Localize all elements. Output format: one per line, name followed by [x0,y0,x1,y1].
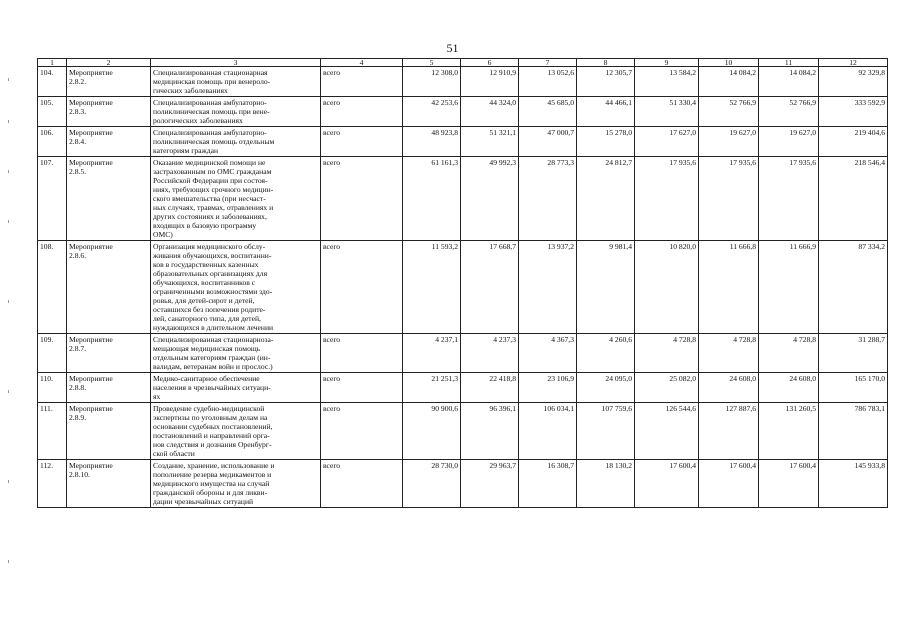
value-cell-col-11: 19 627,0 [759,127,819,157]
table-row [38,127,888,157]
value-cell-col-5: 12 308,0 [403,67,461,97]
activity-code-line: Мероприятие [69,242,113,251]
activity-description-line: Создание, хранение, использование и [153,461,275,470]
funding-source: всего [321,334,403,373]
activity-description-line: поликлиническая помощь отдельным [153,137,275,146]
activity-description-line: основании судебных постановлений, [153,422,273,431]
value-cell-col-11: 52 766,9 [759,97,819,127]
table-row [38,241,888,334]
activity-description-line: рологических заболеваниях [153,116,243,125]
column-number-6: 6 [461,59,519,67]
activity-description-line: ского вмешательства (при несчаст- [153,194,266,203]
activity-code-line: Мероприятие [69,98,113,107]
activity-description-line: других состояниях и заболеваниях, [153,212,267,221]
activity-description-line: ниях, требующих срочного медицин- [153,185,274,194]
value-cell-col-9: 13 584,2 [635,67,699,97]
activity-description-line: Специализированная амбулаторно- [153,128,267,137]
value-cell-col-11: 24 608,0 [759,373,819,403]
activity-code-line: Мероприятие [69,68,113,77]
activity-code [67,67,151,97]
funding-source: всего [321,373,403,403]
value-cell-col-7: 16 308,7 [519,460,577,508]
activity-description-line: гических заболеваниях [153,86,228,95]
activity-description-line: Организация медицинского обслу- [153,242,266,251]
value-cell-col-12: 92 329,8 [819,67,888,97]
value-cell-col-7: 45 685,0 [519,97,577,127]
activity-code [67,97,151,127]
value-cell-col-11: 17 600,4 [759,460,819,508]
table-row [38,334,888,373]
value-cell-col-10: 19 627,0 [699,127,759,157]
value-cell-col-11: 131 260,5 [759,403,819,460]
activity-description-line: Проведение судебно-медицинской [153,404,265,413]
activity-description-line: ных случаях, травмах, отравлениях и [153,203,274,212]
activity-description-line: экспертизы по уголовным делам на [153,413,268,422]
column-number-1: 1 [38,59,67,67]
activity-description-line: Специализированная амбулаторно- [153,98,267,107]
value-cell-col-10: 127 887,6 [699,403,759,460]
activity-description-line: гражданской обороны и для ликви- [153,488,268,497]
column-number-2: 2 [67,59,151,67]
activity-description-line: медицинская помощь при венероло- [153,77,271,86]
value-cell-col-12: 333 592,9 [819,97,888,127]
column-number-row [38,59,888,67]
value-cell-col-10: 4 728,8 [699,334,759,373]
row-number: 109. [38,334,67,373]
activity-code-line: Мероприятие [69,374,113,383]
value-cell-col-6: 29 963,7 [461,460,519,508]
activity-description-line: постановлений и направлений орга- [153,431,270,440]
activity-code-line: 2.8.8. [69,383,87,392]
value-cell-col-7: 28 773,3 [519,157,577,241]
activity-code-line: 2.8.10. [69,470,90,479]
value-cell-col-7: 23 106,9 [519,373,577,403]
page-number: 51 [446,41,459,55]
activity-code-line: Мероприятие [69,158,113,167]
activity-description-line: медицинского имущества на случай [153,479,270,488]
activity-description-line: Оказание медицинской помощи не [153,158,266,167]
activity-description [151,97,321,127]
value-cell-col-7: 106 034,1 [519,403,577,460]
value-cell-col-5: 42 253,6 [403,97,461,127]
value-cell-col-8: 18 130,2 [577,460,635,508]
column-number-9: 9 [635,59,699,67]
value-cell-col-7: 47 000,7 [519,127,577,157]
value-cell-col-6: 96 396,1 [461,403,519,460]
activity-description-line: Российской Федерации при состоя- [153,176,268,185]
activity-description-line: населения в чрезвычайных ситуаци- [153,383,271,392]
value-cell-col-11: 4 728,8 [759,334,819,373]
binding-margin-marks [8,60,11,620]
value-cell-col-5: 21 251,3 [403,373,461,403]
activity-code [67,403,151,460]
value-cell-col-12: 165 170,0 [819,373,888,403]
column-number-7: 7 [519,59,577,67]
activity-description-line: дации чрезвычайных ситуаций [153,497,254,506]
activity-description-line: Специализированная стационарная [153,68,268,77]
value-cell-col-9: 10 820,0 [635,241,699,334]
row-number: 106. [38,127,67,157]
value-cell-col-12: 145 933,8 [819,460,888,508]
table-row [38,157,888,241]
column-number-8: 8 [577,59,635,67]
table-row [38,97,888,127]
funding-source: всего [321,241,403,334]
value-cell-col-12: 219 404,6 [819,127,888,157]
value-cell-col-5: 28 730,0 [403,460,461,508]
activity-description-line: лей, санаторного типа, для детей, [153,314,261,323]
funding-source: всего [321,67,403,97]
activity-description-line: мещающая медицинская помощь [153,344,261,353]
activity-description-line: застрахованным по ОМС гражданам [153,167,272,176]
value-cell-col-12: 218 546,4 [819,157,888,241]
value-cell-col-9: 17 627,0 [635,127,699,157]
activity-description [151,373,321,403]
value-cell-col-9: 17 935,6 [635,157,699,241]
row-number: 112. [38,460,67,508]
activity-description [151,157,321,241]
table-row [38,373,888,403]
activity-code-line: Мероприятие [69,461,113,470]
value-cell-col-10: 24 608,0 [699,373,759,403]
table-header [38,59,888,67]
activity-description-line: пополнение резерва медикаментов и [153,470,272,479]
value-cell-col-11: 11 666,9 [759,241,819,334]
activity-description-line: отдельным категориям граждан (ин- [153,353,271,362]
value-cell-col-10: 52 766,9 [699,97,759,127]
value-cell-col-6: 4 237,3 [461,334,519,373]
value-cell-col-9: 126 544,6 [635,403,699,460]
activity-code-line: 2.8.2. [69,77,87,86]
activity-description-line: ограниченными возможностями здо- [153,287,273,296]
activity-description-line: Специализированная стационарноза- [153,335,274,344]
row-number: 105. [38,97,67,127]
value-cell-col-10: 17 600,4 [699,460,759,508]
activity-description-line: обучающихся, воспитанников с [153,278,256,287]
activity-code-line: 2.8.7. [69,344,87,353]
value-cell-col-12: 87 334,2 [819,241,888,334]
value-cell-col-8: 24 812,7 [577,157,635,241]
value-cell-col-10: 11 666,8 [699,241,759,334]
activity-description-line: оставшихся без попечения родите- [153,305,266,314]
activity-description-line: ровья, для детей-сирот и детей, [153,296,255,305]
value-cell-col-6: 44 324,0 [461,97,519,127]
funding-source: всего [321,97,403,127]
value-cell-col-6: 51 321,1 [461,127,519,157]
table-row [38,460,888,508]
value-cell-col-6: 12 910,9 [461,67,519,97]
value-cell-col-7: 4 367,3 [519,334,577,373]
activity-code-line: Мероприятие [69,128,113,137]
row-number: 110. [38,373,67,403]
column-number-3: 3 [151,59,321,67]
value-cell-col-8: 9 981,4 [577,241,635,334]
value-cell-col-8: 107 759,6 [577,403,635,460]
activity-description [151,241,321,334]
table-body [38,67,888,508]
value-cell-col-8: 44 466,1 [577,97,635,127]
value-cell-col-7: 13 052,6 [519,67,577,97]
activity-description-line: категориям граждан [153,146,219,155]
activity-code-line: Мероприятие [69,404,113,413]
column-number-5: 5 [403,59,461,67]
activity-description [151,334,321,373]
activity-code [67,157,151,241]
activity-code [67,460,151,508]
activity-description [151,67,321,97]
activity-code [67,373,151,403]
activity-description-line: нов следствия и дознания Оренбург- [153,440,272,449]
activity-code-line: 2.8.9. [69,413,87,422]
value-cell-col-10: 14 084,2 [699,67,759,97]
column-number-11: 11 [759,59,819,67]
funding-source: всего [321,460,403,508]
row-number: 107. [38,157,67,241]
activity-code-line: 2.8.4. [69,137,87,146]
value-cell-col-10: 17 935,6 [699,157,759,241]
activity-description-line: ОМС) [153,230,173,239]
value-cell-col-9: 4 728,8 [635,334,699,373]
table-row [38,403,888,460]
value-cell-col-12: 786 783,1 [819,403,888,460]
activity-description-line: входящих в базовую программу [153,221,257,230]
funding-source: всего [321,157,403,241]
value-cell-col-12: 31 288,7 [819,334,888,373]
activity-code-line: 2.8.3. [69,107,87,116]
column-number-12: 12 [819,59,888,67]
value-cell-col-5: 48 923,8 [403,127,461,157]
activity-description [151,460,321,508]
value-cell-col-11: 17 935,6 [759,157,819,241]
activity-description-line: валидам, ветеранам войн и прослос.) [153,362,273,371]
row-number: 111. [38,403,67,460]
value-cell-col-6: 22 418,8 [461,373,519,403]
value-cell-col-8: 4 260,6 [577,334,635,373]
value-cell-col-8: 12 305,7 [577,67,635,97]
value-cell-col-11: 14 084,2 [759,67,819,97]
column-number-10: 10 [699,59,759,67]
row-number: 108. [38,241,67,334]
activity-description [151,127,321,157]
value-cell-col-9: 17 600,4 [635,460,699,508]
activity-description-line: образовательных организациях для [153,269,268,278]
activity-description-line: ков в государственных казенных [153,260,259,269]
activity-description-line: ской области [153,449,195,458]
value-cell-col-6: 49 992,3 [461,157,519,241]
activity-description-line: Медико-санитарное обеспечение [153,374,260,383]
funding-source: всего [321,403,403,460]
budget-table [37,58,888,508]
value-cell-col-5: 4 237,1 [403,334,461,373]
activity-code-line: Мероприятие [69,335,113,344]
activity-description [151,403,321,460]
table-row [38,67,888,97]
column-number-4: 4 [321,59,403,67]
value-cell-col-9: 25 082,0 [635,373,699,403]
activity-code-line: 2.8.6. [69,251,87,260]
activity-code [67,241,151,334]
value-cell-col-9: 51 330,4 [635,97,699,127]
value-cell-col-8: 15 278,0 [577,127,635,157]
value-cell-col-5: 11 593,2 [403,241,461,334]
activity-code [67,334,151,373]
activity-description-line: нуждающихся в длительном лечении [153,323,274,332]
value-cell-col-7: 13 937,2 [519,241,577,334]
value-cell-col-8: 24 095,0 [577,373,635,403]
funding-source: всего [321,127,403,157]
activity-description-line: поликлиническая помощь при вене- [153,107,270,116]
activity-code-line: 2.8.5. [69,167,87,176]
value-cell-col-5: 90 900,6 [403,403,461,460]
activity-description-line: живания обучающихся, воспитанни- [153,251,272,260]
activity-code [67,127,151,157]
value-cell-col-6: 17 668,7 [461,241,519,334]
activity-description-line: ях [153,392,161,401]
value-cell-col-5: 61 161,3 [403,157,461,241]
row-number: 104. [38,67,67,97]
